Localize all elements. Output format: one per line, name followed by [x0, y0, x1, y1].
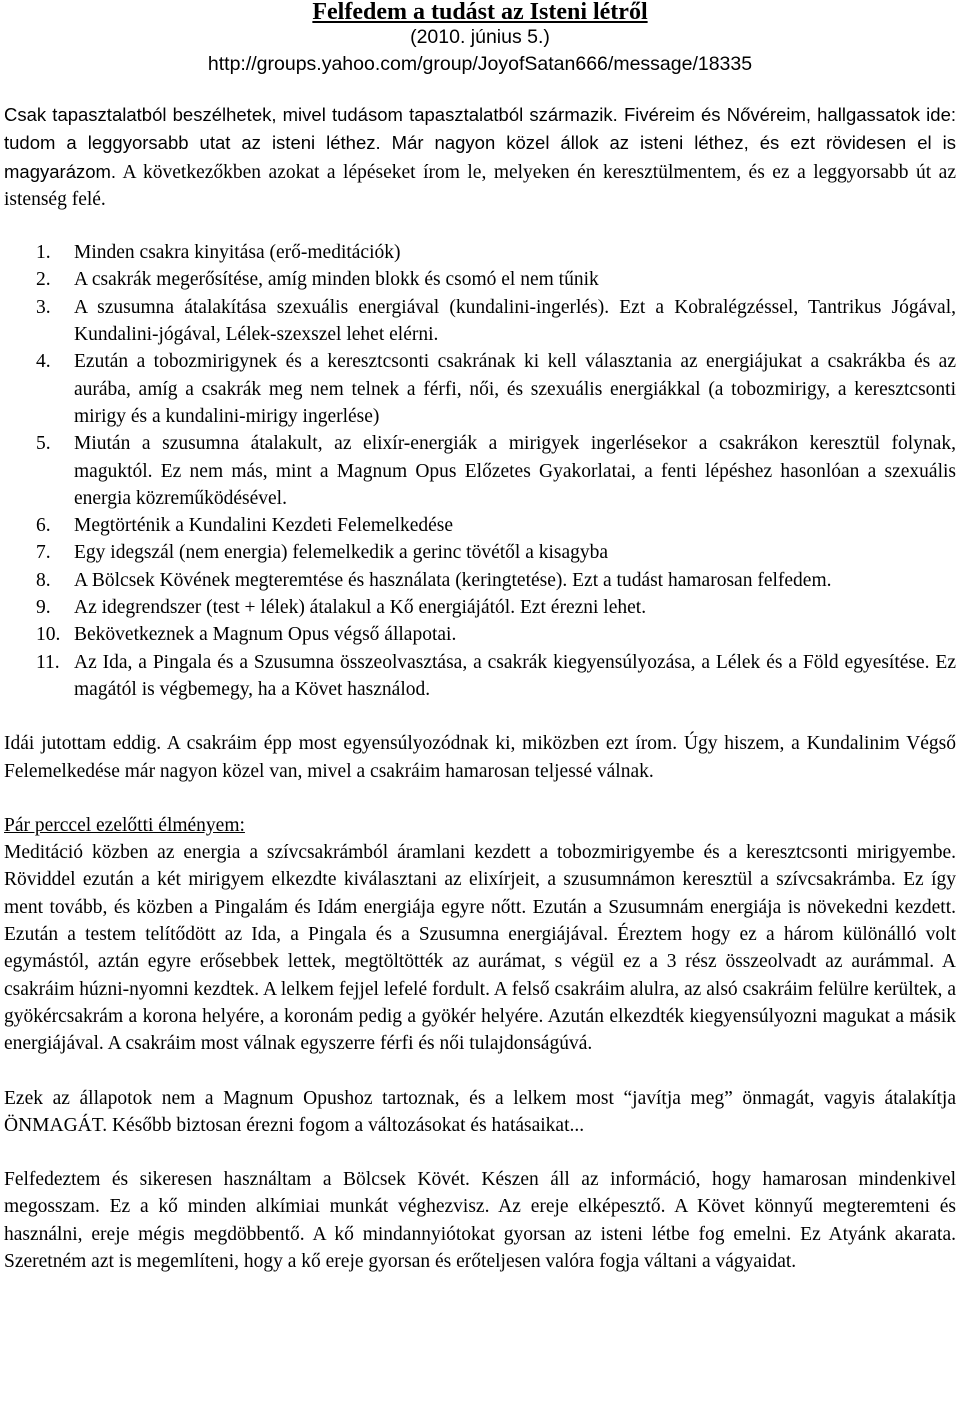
- step-text: Egy idegszál (nem energia) felemelkedik a gerinc tövétől a kisagyba: [74, 542, 609, 564]
- step-text: Bekövetkeznek a Magnum Opus végső állapotai.: [74, 624, 457, 646]
- step-text: A Bölcsek Kövének megteremtése és használata (keringtetése). Ezt a tudást hamarosan felfedem.: [74, 569, 832, 591]
- step-item: [4, 430, 956, 512]
- step-number: 3.: [36, 296, 51, 318]
- step-item: [4, 348, 956, 430]
- step-item: [4, 594, 956, 621]
- intro-sans-text: Csak tapasztalatból beszélhetek, mivel tudásom tapasztalatból származik. Fivéreim és Nővéreim, hallgassatok ide: tudom a leggyorsabb utat az isteni léthez. Már nagyon közel állok az isteni léthez, és ezt rövidesen el is magyarázom.: [4, 104, 956, 182]
- step-item: [4, 567, 956, 594]
- step-number: 11.: [36, 651, 60, 673]
- step-item: [4, 649, 956, 704]
- step-number: 7.: [36, 542, 51, 564]
- step-item: [4, 239, 956, 266]
- step-item: [4, 266, 956, 293]
- step-text: Az Ida, a Pingala és a Szusumna összeolvasztása, a csakrák kiegyensúlyozása, a Lélek és a Föld egyesítése. Ez magától is végbemegy, ha a Követ használod.: [74, 651, 956, 700]
- step-text: Megtörténik a Kundalini Kezdeti Felemelkedése: [74, 515, 454, 537]
- step-number: 5.: [36, 433, 51, 455]
- progress-paragraph: Idái jutottam eddig. A csakráim épp most egyensúlyozódnak ki, miközben ezt írom. Úgy hiszem, a Kundalinim Végső Felemelkedése már nagyon közel van, mivel a csakráim hamarosan teljessé válnak.: [4, 733, 956, 782]
- step-item: [4, 621, 956, 648]
- step-number: 2.: [36, 269, 51, 291]
- steps-list: [4, 239, 956, 703]
- step-text: Ezután a tobozmirigynek és a keresztcsonti csakrának ki kell választania az energiájukat a csakrákba és az aurába, amíg a csakrák meg nem telnek a férfi, női, és szexuális energiákkal (a tobozmirigy, a keresztcsonti mirigy és a kundalini-mirigy ingerlése): [74, 351, 956, 427]
- step-text: A csakrák megerősítése, amíg minden blokk és csomó el nem tűnik: [74, 269, 599, 291]
- experience-section: [4, 812, 956, 1058]
- document-title: Felfedem a tudást az Isteni létről: [312, 0, 648, 25]
- step-text: Minden csakra kinyitása (erő-meditációk): [74, 242, 401, 264]
- intro-paragraph: [4, 101, 956, 213]
- stone-paragraph: Felfedeztem és sikeresen használtam a Bölcsek Kövét. Készen áll az információ, hogy hamarosan mindenkivel megosszam. Ez a kő minden alkímiai munkát véghezvisz. Az ereje elképesztő. A Követ könnyű megteremteni és használni, ereje mégis megdöbbentő. A kő mindannyiótokat gyorsan az isteni létbe fog emelni. Ez Atyánk akarata. Szeretném azt is megemlíteni, hogy a kő ereje gyorsan és erőteljesen valóra fogja váltani a vágyaidat.: [4, 1169, 956, 1272]
- states-paragraph: Ezek az állapotok nem a Magnum Opushoz tartoznak, és a lelkem most “javítja meg” önmagát, vagyis átalakítja ÖNMAGÁT. Később biztosan érezni fogom a változásokat és hatásaikat...: [4, 1087, 956, 1136]
- step-item: [4, 539, 956, 566]
- intro-serif-text: A következőkben azokat a lépéseket írom le, melyeken én keresztülmentem, és ez a leggyorsabb út az istenség felé.: [4, 161, 956, 210]
- step-text: A szusumna átalakítása szexuális energiával (kundalini-ingerlés). Ezt a Kobralégzéssel, Tantrikus Jógával, Kundalini-jógával, Lélek-szexszel lehet elérni.: [74, 296, 956, 346]
- experience-heading: Pár perccel ezelőtti élményem:: [4, 814, 245, 836]
- step-number: 8.: [36, 569, 51, 591]
- step-number: 10.: [36, 624, 61, 646]
- step-number: 1.: [36, 242, 51, 264]
- step-number: 4.: [36, 351, 51, 373]
- source-url: http://groups.yahoo.com/group/JoyofSatan666/message/18335: [207, 53, 753, 75]
- document-date: (2010. június 5.): [410, 26, 550, 48]
- step-number: 9.: [36, 597, 51, 619]
- document-header: [4, 0, 956, 77]
- step-number: 6.: [36, 515, 51, 537]
- step-text: Miután a szusumna átalakult, az elixír-energiák a mirigyek ingerlésekor a csakrákon keresztül folynak, maguktól. Ez nem más, mint a Magnum Opus Előzetes Gyakorlatai, a fenti lépéshez hasonlóan a szexuális energia közreműködésével.: [74, 433, 956, 509]
- step-item: [4, 512, 956, 539]
- step-item: [4, 294, 956, 349]
- experience-paragraph: Meditáció közben az energia a szívcsakrámból áramlani kezdett a tobozmirigyembe és a keresztcsonti mirigyembe. Röviddel ezután a két mirigyem elkezdte kiválasztani az elixírjeit, a szusumnámon keresztül a szívcsakrámba. Ez így ment tovább, és közben a Pingalám és Idám energiája egyre nőtt. Ezután a Szusumnám energiája is növekedni kezdett. Ezután a testem telítődött az Ida, a Pingala és a Szusumna energiájával. Éreztem hogy ez a három különálló volt egymástól, aztán egyre erősebbek lettek, megtöltötték az aurámat, s végül ez a 3 rész összeolvadt az aurámmal. A csakráim húzni-nyomni kezdtek. A lelkem fejjel lefelé fordult. A felső csakráim alulra, az alsó csakráim felülre kerültek, a gyökércsakrám a korona helyére, a koronám pedig a gyökér helyére. Azután elkezdték kiegyensúlyozni magukat a másik energiájával. A csakráim most válnak egyszerre férfi és női tulajdonságúvá.: [4, 842, 956, 1055]
- step-text: Az idegrendszer (test + lélek) átalakul a Kő energiájától. Ezt érezni lehet.: [74, 597, 647, 619]
